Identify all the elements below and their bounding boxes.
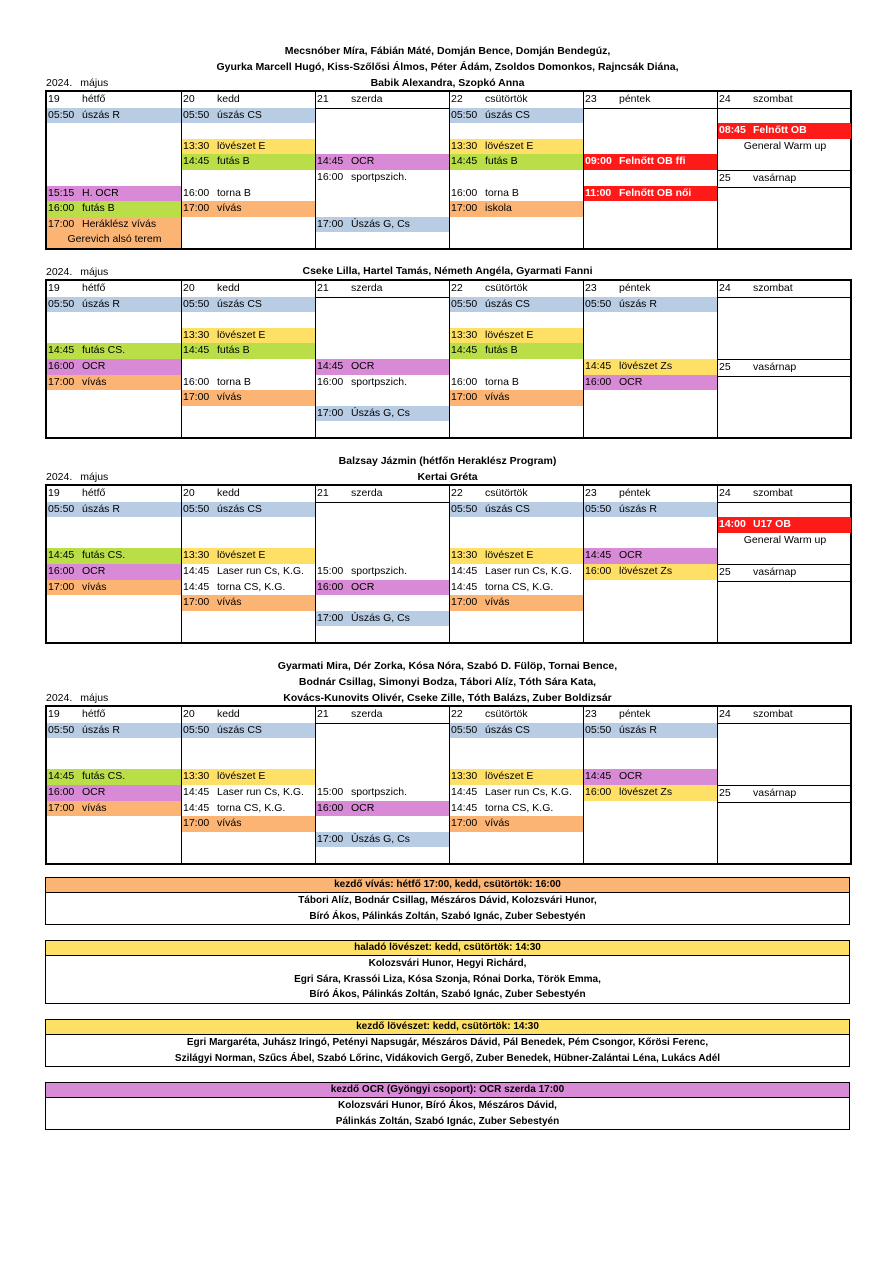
s4-col-monday bbox=[47, 707, 181, 863]
schedule-entry: 14:45 futás B bbox=[450, 343, 584, 359]
day-header: 24 szombat bbox=[718, 92, 851, 109]
schedule-entry: 05:50 úszás R bbox=[47, 723, 181, 739]
s1-year-month: 2024. május bbox=[46, 77, 109, 89]
schedule-entry: 14:45 lövészet Zs bbox=[584, 359, 718, 375]
s1-col-tuesday bbox=[181, 92, 316, 248]
schedule-entry: 16:00 OCR bbox=[584, 375, 718, 391]
s2-col-wednesday bbox=[315, 281, 450, 437]
s3-col-monday bbox=[47, 486, 181, 642]
group-box-beginner-shooting bbox=[45, 1019, 850, 1067]
day-header: 19 hétfő bbox=[47, 92, 181, 109]
schedule-entry: 05:50 úszás R bbox=[584, 723, 718, 739]
s4-schedule bbox=[45, 705, 852, 865]
s4-col-tuesday bbox=[181, 707, 316, 863]
schedule-entry: 13:30 lövészet E bbox=[450, 328, 584, 344]
schedule-entry: 17:00 iskola bbox=[450, 201, 584, 217]
group-box-beginner-fencing bbox=[45, 877, 850, 925]
s4-col-friday bbox=[583, 707, 718, 863]
schedule-entry: 05:50 úszás CS bbox=[450, 108, 584, 124]
schedule-entry: 16:00 OCR bbox=[47, 359, 181, 375]
s4-col-thursday bbox=[449, 707, 584, 863]
schedule-entry: 16:00 futás B bbox=[47, 201, 181, 217]
group-box-header: haladó lövészet: kedd, csütörtök: 14:30 bbox=[46, 941, 849, 956]
s4-year-month: 2024. május bbox=[46, 692, 109, 704]
schedule-entry: 14:45 torna CS, K.G. bbox=[451, 580, 554, 593]
competition-entry: 14:00 U17 OB bbox=[718, 517, 851, 533]
schedule-entry: 17:00 Heráklész vívás bbox=[47, 217, 181, 233]
s3-col-wednesday bbox=[315, 486, 450, 642]
s1-col-wednesday bbox=[315, 92, 450, 248]
schedule-entry: 17:00 Úszás G, Cs bbox=[316, 217, 450, 233]
schedule-entry: 14:45 Laser run Cs, K.G. bbox=[451, 565, 572, 577]
group-member-line: Egri Margaréta, Juhász Iringó, Petényi Napsugár, Mészáros Dávid, Pál Benedek, Pém Csongor, Kőrösi Ferenc, bbox=[186, 1037, 709, 1048]
schedule-entry: 14:45 torna CS, K.G. bbox=[183, 580, 286, 593]
s2-col-weekend bbox=[717, 281, 851, 437]
schedule-entry: 05:50 úszás CS bbox=[182, 297, 316, 313]
schedule-entry: 14:45 futás CS. bbox=[47, 769, 181, 785]
s4-col-weekend bbox=[717, 707, 851, 863]
s3-col-thursday bbox=[449, 486, 584, 642]
schedule-entry: 17:00 Úszás G, Cs bbox=[316, 406, 450, 422]
schedule-entry: 14:45 torna CS, K.G. bbox=[183, 801, 286, 814]
group-box-advanced-shooting bbox=[45, 940, 850, 1004]
schedule-entry: 16:00 OCR bbox=[47, 564, 181, 580]
schedule-entry: 13:30 lövészet E bbox=[182, 328, 316, 344]
schedule-entry: 17:00 vívás bbox=[450, 390, 584, 406]
day-header: 21 szerda bbox=[316, 281, 450, 298]
schedule-entry: 15:15 H. OCR bbox=[47, 186, 181, 202]
s2-col-thursday bbox=[449, 281, 584, 437]
schedule-entry: 17:00 Úszás G, Cs bbox=[316, 832, 450, 848]
s4-col-wednesday bbox=[315, 707, 450, 863]
schedule-entry: 15:00 sportpszich. bbox=[317, 565, 408, 577]
schedule-entry: 14:45 futás B bbox=[450, 154, 584, 170]
group-member-line: Bíró Ákos, Pálinkás Zoltán, Szabó Ignác, Zuber Sebestyén bbox=[309, 910, 586, 922]
schedule-entry: 14:45 futás CS. bbox=[47, 343, 181, 359]
s3-col-weekend bbox=[717, 486, 851, 642]
group-member-line: Pálinkás Zoltán, Szabó Ignác, Zuber Sebestyén bbox=[335, 1115, 560, 1127]
s1-title: Mecsnóber Míra, Fábián Máté, Domján Bence, Domján Bendegúz, Gyurka Marcell Hugó, Kiss-Szőlősi Álmos, Péter Ádám, Zsoldos Domonkos, Rajncsák Diána, Babik Alexandra, Szopkó Anna bbox=[216, 45, 679, 89]
schedule-entry: 16:00 OCR bbox=[316, 580, 450, 596]
s2-col-friday bbox=[583, 281, 718, 437]
schedule-entry: 13:30 lövészet E bbox=[450, 769, 584, 785]
day-header: 23 péntek bbox=[584, 281, 718, 298]
s2-col-tuesday bbox=[181, 281, 316, 437]
schedule-entry: 17:00 vívás bbox=[182, 816, 316, 832]
group-member-line: Bíró Ákos, Pálinkás Zoltán, Szabó Ignác, Zuber Sebestyén bbox=[309, 989, 586, 1000]
day-header: 25 vasárnap bbox=[718, 171, 851, 188]
schedule-entry: 14:45 Laser run Cs, K.G. bbox=[183, 786, 304, 798]
day-header: 23 péntek bbox=[584, 707, 718, 724]
group-box-header: kezdő lövészet: kedd, csütörtök: 14:30 bbox=[46, 1020, 849, 1035]
schedule-entry: General Warm up bbox=[743, 139, 827, 152]
schedule-entry: 05:50 úszás CS bbox=[182, 108, 316, 124]
schedule-entry: 17:00 vívás bbox=[182, 201, 316, 217]
s2-title: Cseke Lilla, Hartel Tamás, Németh Angéla, Gyarmati Fanni bbox=[302, 265, 593, 277]
s3-title: Balzsay Jázmin (hétfőn Heraklész Program) Kertai Gréta bbox=[338, 455, 557, 483]
s1-col-friday bbox=[583, 92, 718, 248]
schedule-entry: 16:00 torna B bbox=[451, 186, 519, 199]
day-header: 20 kedd bbox=[182, 281, 316, 298]
schedule-entry: 13:30 lövészet E bbox=[450, 548, 584, 564]
competition-entry: 08:45 Felnőtt OB bbox=[718, 123, 851, 139]
day-header: 21 szerda bbox=[316, 486, 450, 503]
s3-schedule bbox=[45, 484, 852, 644]
day-header: 20 kedd bbox=[182, 707, 316, 724]
schedule-entry: 16:00 OCR bbox=[316, 801, 450, 817]
schedule-entry: 16:00 lövészet Zs bbox=[584, 564, 718, 580]
group-member-line: Tábori Alíz, Bodnár Csillag, Mészáros Dávid, Kolozsvári Hunor, bbox=[298, 895, 597, 906]
day-header: 22 csütörtök bbox=[450, 281, 584, 298]
schedule-entry: 05:50 úszás CS bbox=[450, 723, 584, 739]
schedule-entry: 15:00 sportpszich. bbox=[317, 786, 408, 798]
schedule-entry: 14:45 Laser run Cs, K.G. bbox=[183, 565, 304, 577]
day-header: 24 szombat bbox=[718, 707, 851, 724]
s3-col-friday bbox=[583, 486, 718, 642]
schedule-entry: 13:30 lövészet E bbox=[182, 548, 316, 564]
schedule-entry: 17:00 vívás bbox=[182, 595, 316, 611]
day-header: 19 hétfő bbox=[47, 707, 181, 724]
schedule-entry: Gerevich alsó terem bbox=[47, 232, 181, 248]
s1-schedule bbox=[45, 90, 852, 250]
group-box-header: kezdő OCR (Gyöngyi csoport): OCR szerda 17:00 bbox=[46, 1083, 849, 1098]
schedule-entry: 05:50 úszás CS bbox=[182, 502, 316, 518]
schedule-entry: 14:45 Laser run Cs, K.G. bbox=[451, 786, 572, 798]
schedule-entry: 14:45 futás CS. bbox=[47, 548, 181, 564]
competition-entry: 09:00 Felnőtt OB ffi bbox=[584, 154, 718, 170]
schedule-entry: 05:50 úszás R bbox=[584, 297, 718, 313]
schedule-entry: 14:45 OCR bbox=[584, 548, 718, 564]
schedule-entry: 17:00 vívás bbox=[450, 816, 584, 832]
schedule-entry: 13:30 lövészet E bbox=[182, 139, 316, 155]
schedule-entry: 16:00 torna B bbox=[451, 375, 519, 388]
s3-year-month: 2024. május bbox=[46, 471, 109, 483]
schedule-entry: 17:00 vívás bbox=[182, 390, 316, 406]
schedule-entry: General Warm up bbox=[743, 533, 827, 546]
day-header: 25 vasárnap bbox=[718, 565, 851, 582]
schedule-entry: 14:45 futás B bbox=[182, 343, 316, 359]
day-header: 19 hétfő bbox=[47, 486, 181, 503]
schedule-entry: 14:45 futás B bbox=[182, 154, 316, 170]
day-header: 22 csütörtök bbox=[450, 707, 584, 724]
schedule-entry: 16:00 sportpszich. bbox=[317, 171, 408, 183]
day-header: 21 szerda bbox=[316, 707, 450, 724]
competition-entry: 11:00 Felnőtt OB női bbox=[584, 186, 718, 202]
group-member-line: Egri Sára, Krassói Liza, Kósa Szonja, Rónai Dorka, Török Emma, bbox=[294, 973, 601, 985]
day-header: 24 szombat bbox=[718, 281, 851, 298]
schedule-entry: 14:45 torna CS, K.G. bbox=[451, 801, 554, 814]
group-member-line: Szilágyi Norman, Szűcs Ábel, Szabó Lőrinc, Vidákovich Gergő, Zuber Benedek, Hübner-Zalántai Léna, Lukács Adél bbox=[174, 1052, 721, 1064]
day-header: 24 szombat bbox=[718, 486, 851, 503]
group-box-header: kezdő vívás: hétfő 17:00, kedd, csütörtök: 16:00 bbox=[46, 878, 849, 893]
day-header: 20 kedd bbox=[182, 486, 316, 503]
schedule-entry: 16:00 torna B bbox=[183, 375, 251, 388]
schedule-entry: 16:00 torna B bbox=[183, 186, 251, 199]
group-member-line: Kolozsvári Hunor, Hegyi Richárd, bbox=[368, 958, 527, 969]
day-header: 22 csütörtök bbox=[450, 486, 584, 503]
schedule-entry: 14:45 OCR bbox=[584, 769, 718, 785]
schedule-entry: 16:00 OCR bbox=[47, 785, 181, 801]
s3-col-tuesday bbox=[181, 486, 316, 642]
schedule-entry: 17:00 vívás bbox=[450, 595, 584, 611]
schedule-entry: 16:00 sportpszich. bbox=[317, 375, 408, 388]
day-header: 19 hétfő bbox=[47, 281, 181, 298]
day-header: 23 péntek bbox=[584, 92, 718, 109]
day-header: 23 péntek bbox=[584, 486, 718, 503]
schedule-entry: 05:50 úszás CS bbox=[450, 297, 584, 313]
schedule-entry: 13:30 lövészet E bbox=[450, 139, 584, 155]
schedule-entry: 17:00 vívás bbox=[47, 580, 181, 596]
day-header: 25 vasárnap bbox=[718, 360, 851, 377]
schedule-entry: 05:50 úszás CS bbox=[450, 502, 584, 518]
s1-col-monday bbox=[47, 92, 181, 248]
group-member-line: Kolozsvári Hunor, Bíró Ákos, Mészáros Dávid, bbox=[338, 1100, 557, 1111]
schedule-entry: 16:00 lövészet Zs bbox=[584, 785, 718, 801]
schedule-entry: 14:45 OCR bbox=[316, 359, 450, 375]
s1-col-weekend bbox=[717, 92, 851, 248]
schedule-entry: 05:50 úszás CS bbox=[182, 723, 316, 739]
s2-year-month: 2024. május bbox=[46, 266, 109, 278]
s2-col-monday bbox=[47, 281, 181, 437]
day-header: 22 csütörtök bbox=[450, 92, 584, 109]
schedule-entry: 05:50 úszás R bbox=[584, 502, 718, 518]
s4-title: Gyarmati Mira, Dér Zorka, Kósa Nóra, Szabó D. Fülöp, Tornai Bence, Bodnár Csillag, Simonyi Bodza, Tábori Alíz, Tóth Sára Kata, Kovács-Kunovits Olivér, Cseke Zille, Tóth Balázs, Zuber Boldizsár bbox=[277, 660, 618, 704]
day-header: 21 szerda bbox=[316, 92, 450, 109]
schedule-entry: 17:00 vívás bbox=[47, 375, 181, 391]
day-header: 20 kedd bbox=[182, 92, 316, 109]
schedule-entry: 05:50 úszás R bbox=[47, 502, 181, 518]
schedule-entry: 17:00 vívás bbox=[47, 801, 181, 817]
schedule-entry: 17:00 Úszás G, Cs bbox=[316, 611, 450, 627]
schedule-entry: 13:30 lövészet E bbox=[182, 769, 316, 785]
schedule-entry: 05:50 úszás R bbox=[47, 297, 181, 313]
group-box-beginner-ocr bbox=[45, 1082, 850, 1130]
s2-schedule bbox=[45, 279, 852, 439]
schedule-entry: 05:50 úszás R bbox=[47, 108, 181, 124]
schedule-entry: 14:45 OCR bbox=[316, 154, 450, 170]
day-header: 25 vasárnap bbox=[718, 786, 851, 803]
s1-col-thursday bbox=[449, 92, 584, 248]
